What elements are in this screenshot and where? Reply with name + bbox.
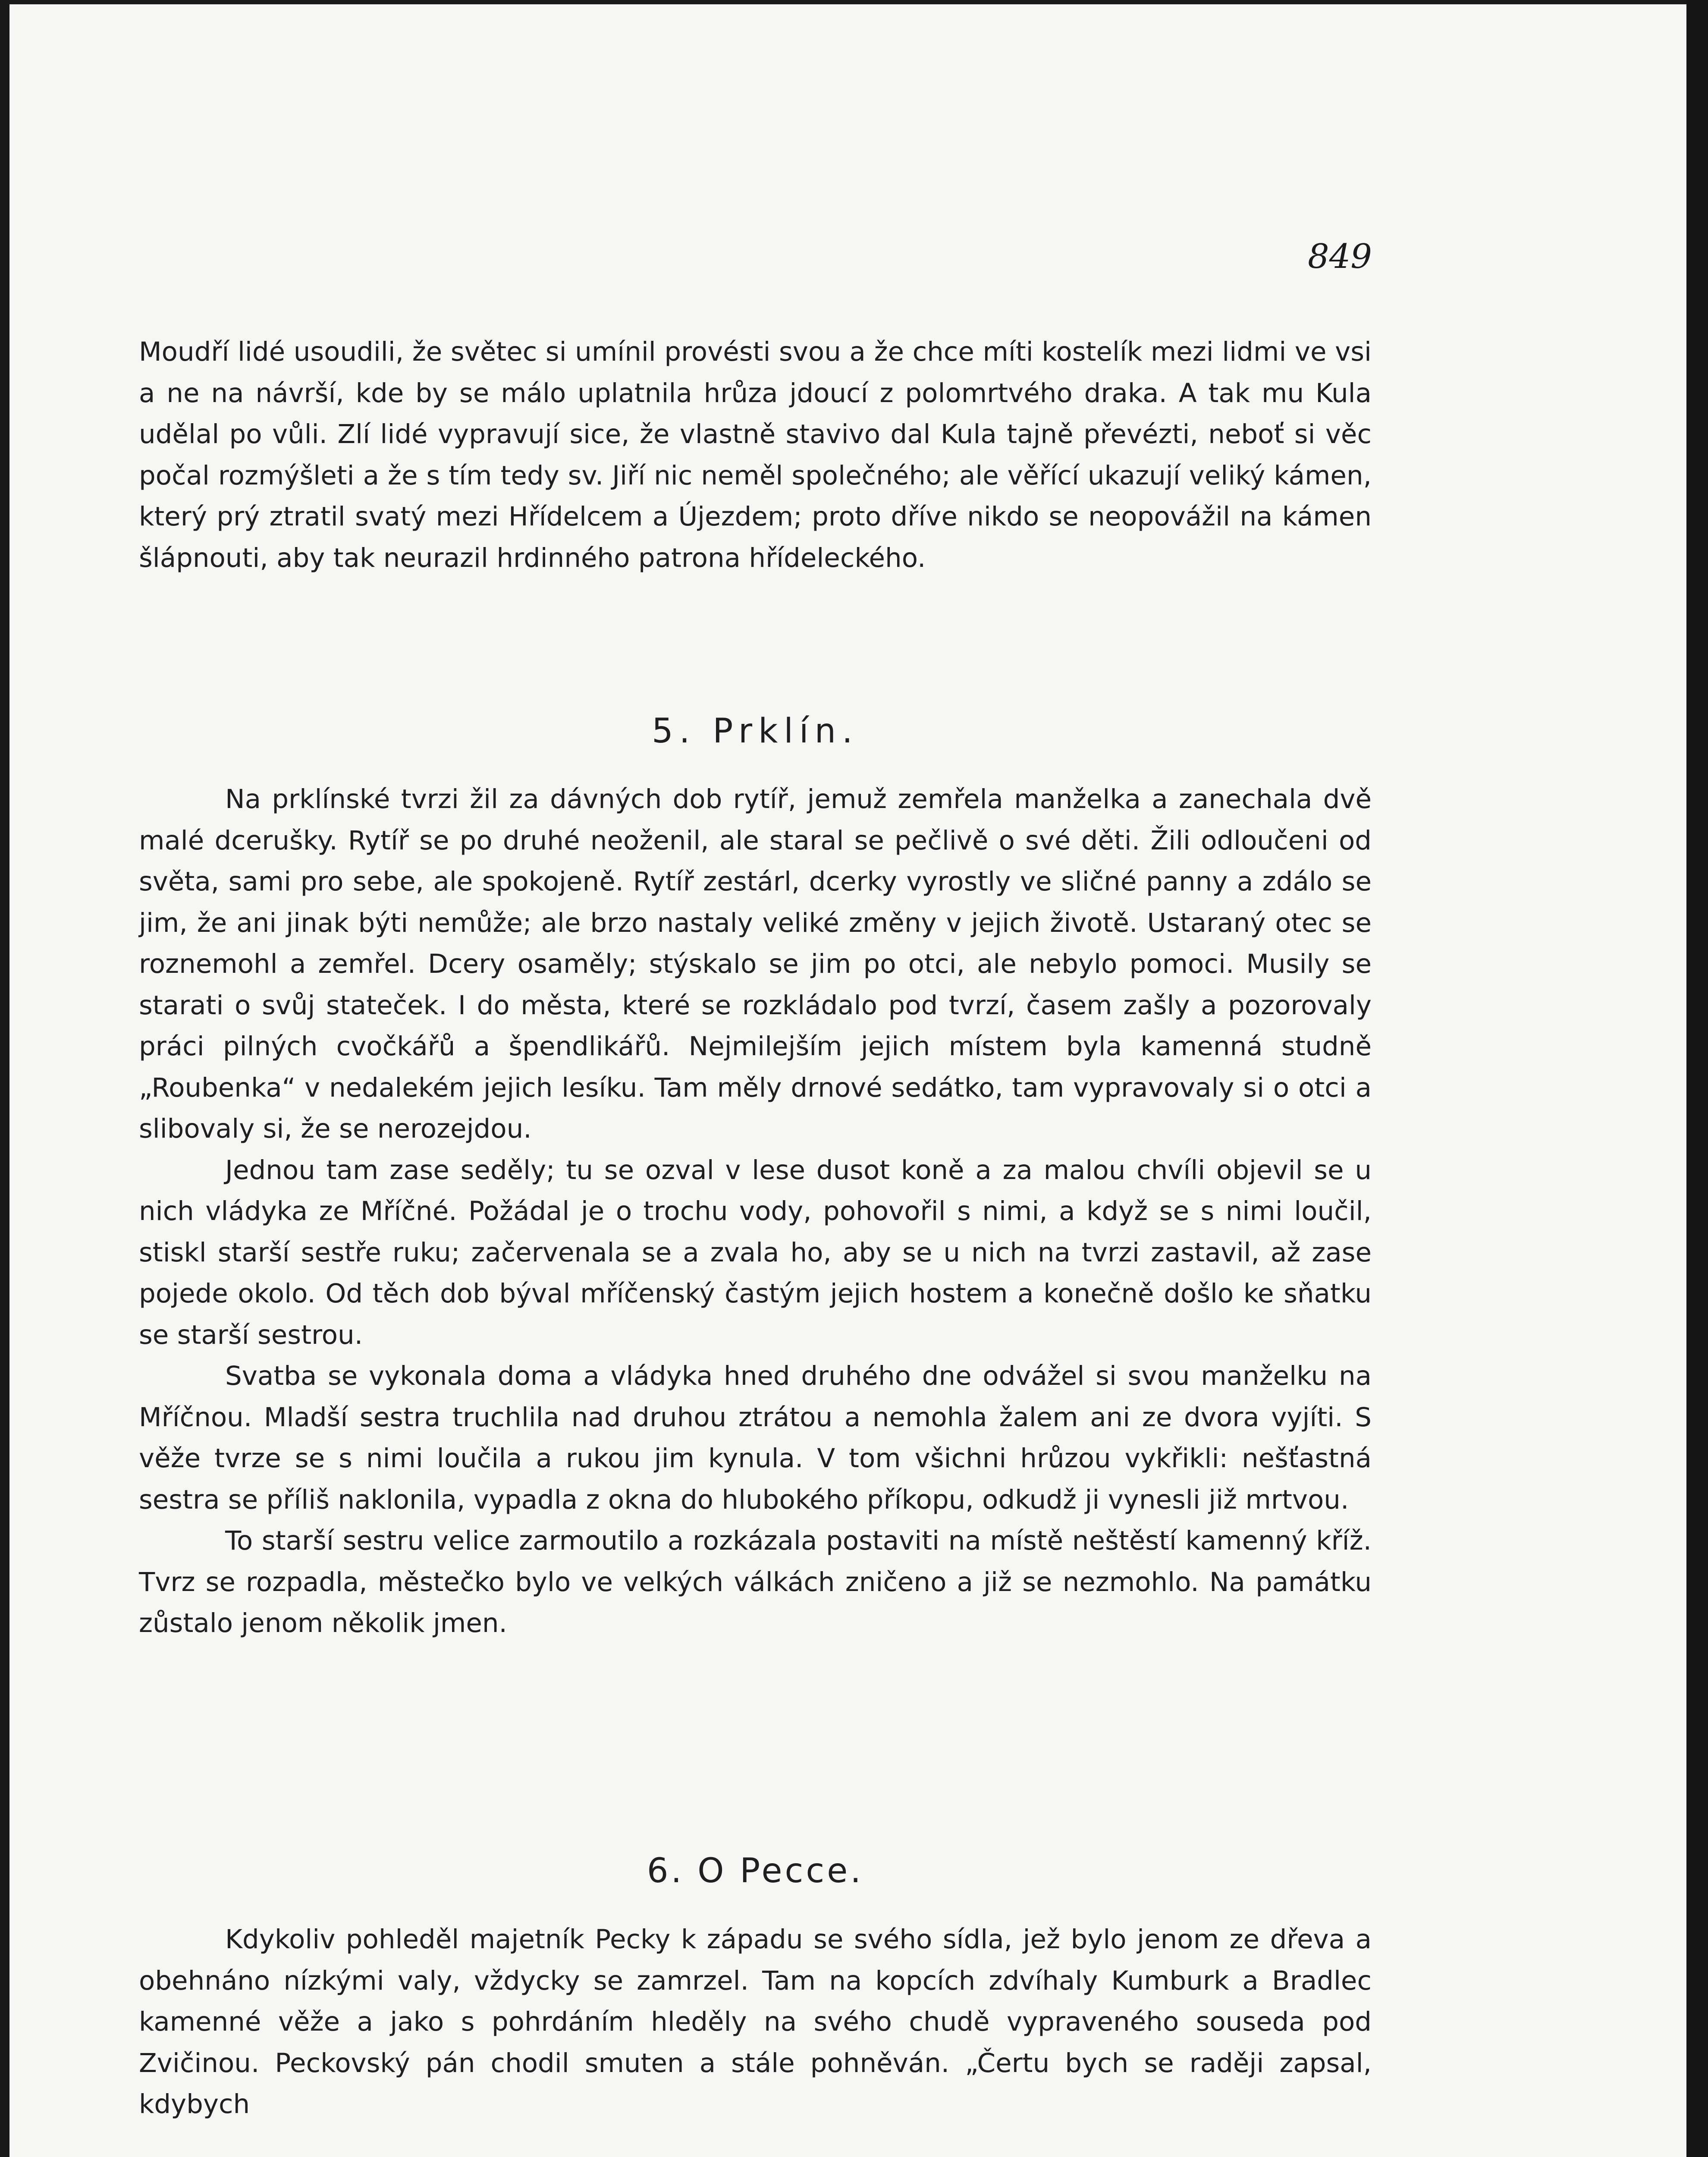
- pecce-text: [139, 1919, 1372, 2125]
- heading-prklin: 5. Prklín.: [652, 712, 859, 751]
- prklin-paragraph-4: To starší sestru velice zarmoutilo a rozkázala postaviti na místě neštěstí kamenný kříž. Tvrz se rozpadla, městečko bylo ve velkých válkách zničeno a již se nezmohlo. Na památku zůstalo jenom několik jmen.: [139, 1525, 1372, 1638]
- intro-paragraph-1: Moudří lidé usoudili, že světec si umínil provésti svou a že chce míti kostelík mezi lidmi ve vsi a ne na návrší, kde by se málo uplatnila hrůza jdoucí z polomrtvého draka. A tak mu Kula udělal po vůli. Zlí lidé vypravují sice, že vlastně stavivo dal Kula tajně převézti, neboť si věc počal rozmýšleti a že s tím tedy sv. Jiří nic neměl společného; ale věřící ukazují veliký kámen, který prý ztratil svatý mezi Hřídelcem a Újezdem; proto dříve nikdo se neopovážil na kámen šlápnouti, aby tak neurazil hrdinného patrona hřídeleckého.: [139, 336, 1372, 573]
- prklin-paragraph-2: Jednou tam zase seděly; tu se ozval v lese dusot koně a za malou chvíli objevil se u nich vládyka ze Mříčné. Požádal je o trochu vody, pohovořil s nimi, a když se s nimi loučil, stiskl starší sestře ruku; začervenala se a zvala ho, aby se u nich na tvrzi zastavil, až zase pojede okolo. Od těch dob býval mříčenský častým jejich hostem a konečně došlo ke sňatku se starší sestrou.: [139, 1154, 1372, 1350]
- heading-o-pecce: 6. O Pecce.: [647, 1852, 864, 1890]
- prklin-text: [139, 779, 1372, 1644]
- pecce-paragraph-1: Kdykoliv pohleděl majetník Pecky k západu se svého sídla, jež bylo jenom ze dřeva a obehnáno nízkými valy, vždycky se zamrzel. Tam na kopcích zdvíhaly Kumburk a Bradlec kamenné věže a jako s pohrdáním hleděly na svého chudě vypraveného souseda pod Zvičinou. Peckovský pán chodil smuten a stále pohněván. „Čertu bych se raději zapsal, kdybych: [139, 1924, 1372, 2119]
- page-number: 849: [1308, 237, 1372, 276]
- intro-text: [139, 331, 1372, 579]
- book-page: [9, 4, 1686, 2157]
- prklin-paragraph-1: Na prklínské tvrzi žil za dávných dob rytíř, jemuž zemřela manželka a zanechala dvě malé dcerušky. Rytíř se po druhé neoženil, ale staral se pečlivě o své děti. Žili odloučeni od světa, sami pro sebe, ale spokojeně. Rytíř zestárl, dcerky vyrostly ve sličné panny a zdálo se jim, že ani jinak býti nemůže; ale brzo nastaly veliké změny v jejich životě. Ustaraný otec se roznemohl a zemřel. Dcery osaměly; stýskalo se jim po otci, ale nebylo pomoci. Musily se starati o svůj stateček. I do města, které se rozkládalo pod tvrzí, časem zašly a pozorovaly práci pilných cvočkářů a špendlikářů. Nejmilejším jejich místem byla kamenná studně „Roubenka“ v nedalekém jejich lesíku. Tam měly drnové sedátko, tam vypravovaly si o otci a slibovaly si, že se nerozejdou.: [139, 784, 1372, 1144]
- scan-edge: [1686, 0, 1708, 2157]
- prklin-paragraph-3: Svatba se vykonala doma a vládyka hned druhého dne odvážel si svou manželku na Mříčnou. Mladší sestra truchlila nad druhou ztrátou a nemohla žalem ani ze dvora vyjíti. S věže tvrze se s nimi loučila a rukou jim kynula. V tom všichni hrůzou vykřikli: nešťastná sestra se příliš naklonila, vypadla z okna do hlubokého příkopu, odkudž ji vynesli již mrtvou.: [139, 1361, 1372, 1515]
